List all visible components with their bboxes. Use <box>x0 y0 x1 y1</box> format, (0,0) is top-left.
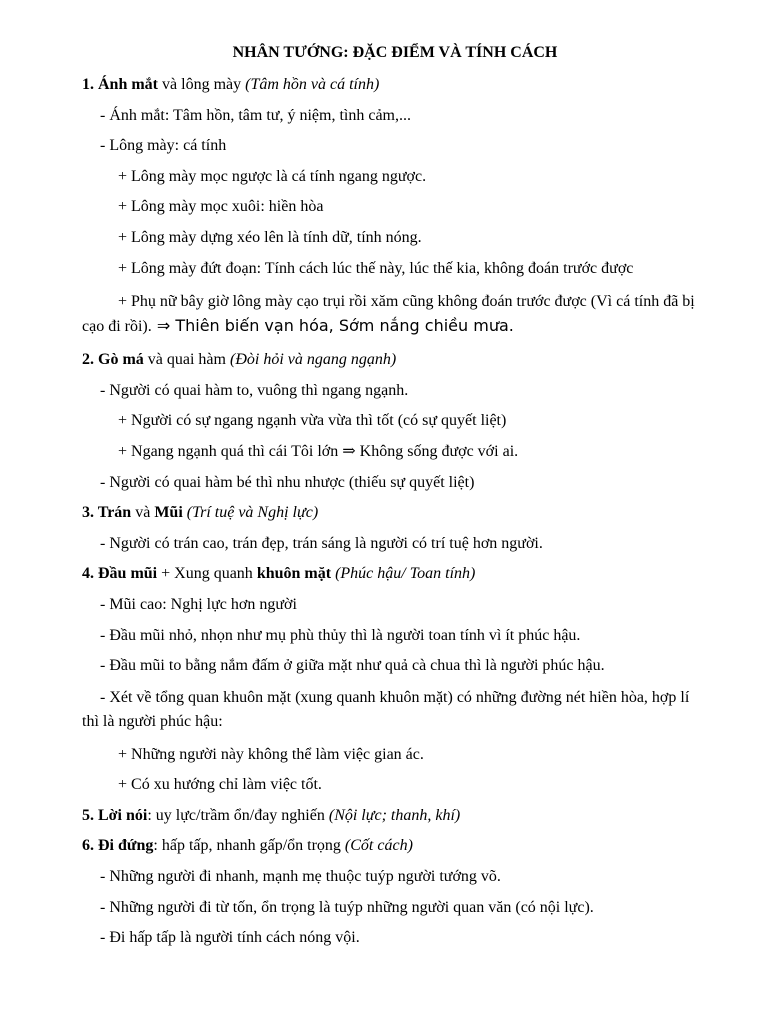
heading-italic: (Tâm hồn và cá tính) <box>245 76 380 93</box>
list-item: - Người có quai hàm to, vuông thì ngang ngạnh. <box>100 381 409 399</box>
list-item: - Đi hấp tấp là người tính cách nóng vội. <box>100 929 360 947</box>
list-item: - Đầu mũi nhỏ, nhọn như mụ phù thủy thì là người toan tính vì ít phúc hậu. <box>100 626 581 644</box>
list-item: - Người có quai hàm bé thì nhu nhược (thiếu sự quyết liệt) <box>100 473 475 491</box>
section-3-heading <box>82 498 708 529</box>
list-item: + Lông mày đứt đoạn: Tính cách lúc thế này, lúc thế kia, không đoán trước được <box>118 259 634 277</box>
heading-italic: (Cốt cách) <box>344 837 413 855</box>
page-title: NHÂN TƯỚNG: ĐẶC ĐIỂM VÀ TÍNH CÁCH <box>232 44 558 61</box>
list-item-wrapped: - Xét về tổng quan khuôn mặt (xung quanh khuôn mặt) có những đường nét hiền hòa, hợp lí thì là người phúc hậu: <box>82 688 690 730</box>
heading-italic: (Nội lực; thanh, khí) <box>328 806 461 824</box>
list-item: + Có xu hướng chỉ làm việc tốt. <box>118 776 322 794</box>
section-5-heading <box>82 801 708 832</box>
list-item: - Người có trán cao, trán đẹp, trán sáng là người có trí tuệ hơn người. <box>100 534 543 552</box>
section-2-heading <box>82 345 708 376</box>
heading-text: và quai hàm <box>143 351 230 369</box>
section-4-heading <box>82 559 708 590</box>
list-item: - Ánh mắt: Tâm hồn, tâm tư, ý niệm, tình cảm,... <box>100 106 411 124</box>
heading-text: : hấp tấp, nhanh gấp/ổn trọng <box>153 837 345 855</box>
section-6-heading <box>82 831 708 862</box>
list-item: + Lông mày mọc xuôi: hiền hòa <box>118 198 324 216</box>
heading-italic: (Phúc hậu/ Toan tính) <box>331 565 476 583</box>
heading-bold-2: Mũi <box>154 504 183 522</box>
section-number: 1. <box>82 76 98 93</box>
heading-italic: (Trí tuệ và Nghị lực) <box>182 504 319 522</box>
section-number: 2. <box>82 351 98 369</box>
list-item-wrapped <box>82 290 708 339</box>
list-item: - Những người đi từ tốn, ổn trọng là tuýp những người quan văn (có nội lực). <box>100 898 594 916</box>
list-item: + Những người này không thể làm việc gian ác. <box>118 745 424 763</box>
list-item: + Người có sự ngang ngạnh vừa vừa thì tốt (có sự quyết liệt) <box>118 412 507 430</box>
list-item: + Lông mày mọc ngược là cá tính ngang ngược. <box>118 167 427 185</box>
heading-italic: (Đòi hỏi và ngang ngạnh) <box>229 351 397 369</box>
list-item-text: + Phụ nữ bây giờ lông mày cạo trụi rồi xăm cũng không đoán trước được (Vì cá tính đã bị cạo đi rồi). <box>82 293 695 336</box>
list-item: - Mũi cao: Nghị lực hơn người <box>100 595 297 613</box>
list-item: - Đầu mũi to bằng nắm đấm ở giữa mặt như quả cà chua thì là người phúc hậu. <box>100 657 605 675</box>
heading-bold: Gò má <box>98 351 144 369</box>
section-1-heading <box>82 70 708 101</box>
list-item: - Lông mày: cá tính <box>100 137 227 155</box>
conclusion-text: ⇒ Thiên biến vạn hóa, Sớm nắng chiều mưa. <box>151 316 514 336</box>
heading-bold: Lời nói <box>98 806 148 824</box>
section-number: 3. <box>82 504 98 522</box>
heading-bold: Trán <box>97 504 132 522</box>
heading-text: và <box>131 504 155 522</box>
section-number: 6. <box>82 837 98 855</box>
list-item: + Ngang ngạnh quá thì cái Tôi lớn ⇒ Không sống được với ai. <box>118 442 519 460</box>
heading-bold: Ánh mắt <box>98 76 159 93</box>
section-number: 5. <box>82 806 98 824</box>
heading-text: : uy lực/trầm ổn/đay nghiến <box>147 806 329 824</box>
list-item: - Những người đi nhanh, mạnh mẹ thuộc tuýp người tướng võ. <box>100 868 501 886</box>
heading-bold-2: khuôn mặt <box>256 565 332 583</box>
heading-text: + Xung quanh <box>157 565 257 583</box>
section-number: 4. <box>82 565 98 583</box>
list-item: + Lông mày dựng xéo lên là tính dữ, tính nóng. <box>118 228 422 246</box>
heading-text: và lông mày <box>158 76 246 93</box>
heading-bold: Đi đứng <box>98 837 154 855</box>
heading-bold: Đầu mũi <box>98 565 158 583</box>
